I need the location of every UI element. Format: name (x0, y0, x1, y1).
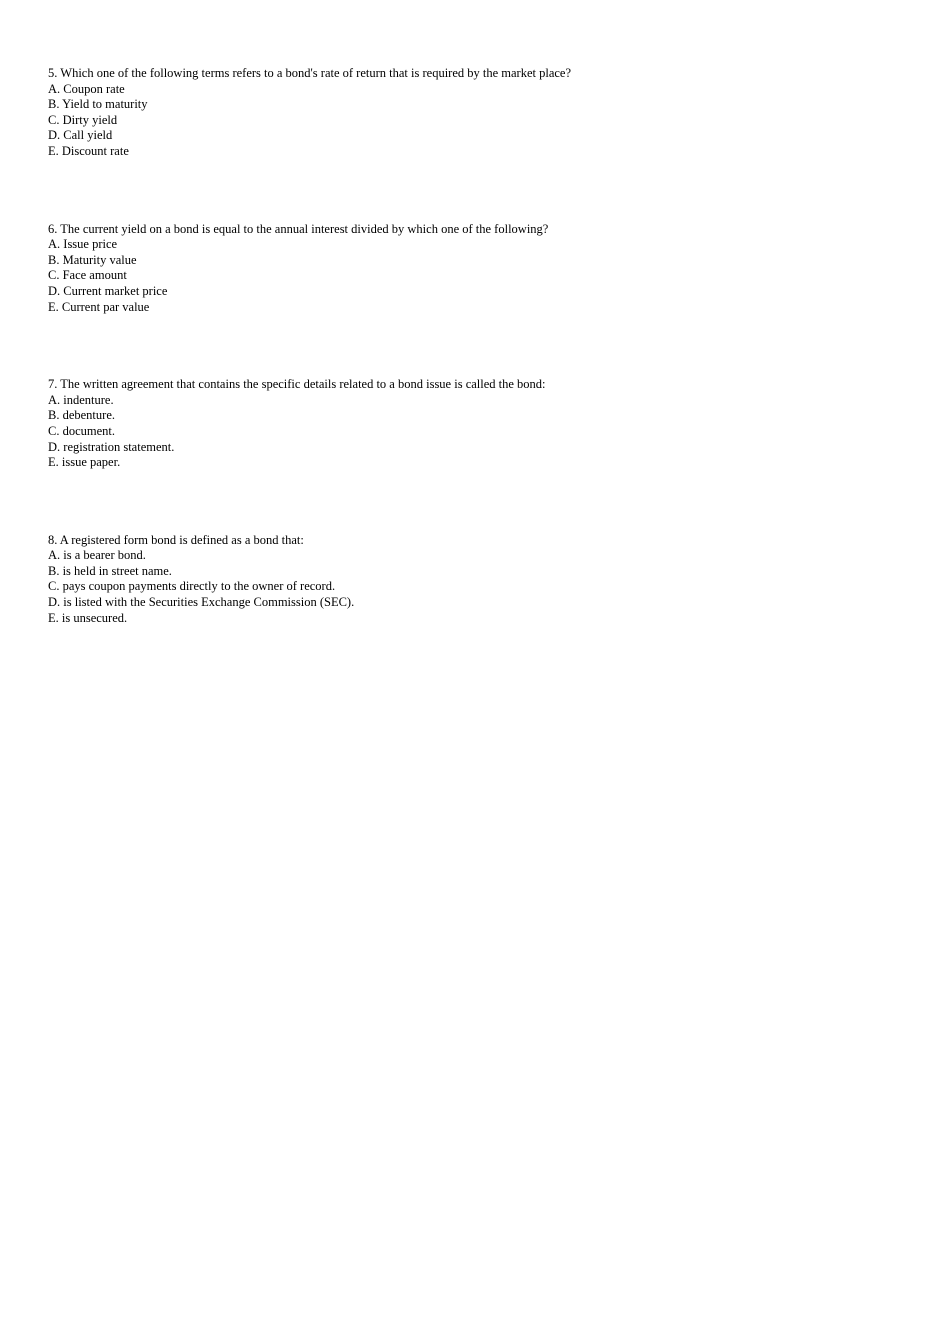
question-7 (48, 377, 908, 471)
answer-option: D. Call yield (48, 128, 113, 143)
answer-option: A. Issue price (48, 237, 118, 252)
answer-option: B. Maturity value (48, 252, 137, 267)
answer-option: C. pays coupon payments directly to the owner of record. (48, 579, 336, 594)
answer-option: E. Discount rate (48, 143, 129, 158)
question-8 (48, 533, 908, 627)
question-stem: 6. The current yield on a bond is equal to the annual interest divided by which one of the following? (48, 221, 549, 236)
question-6 (48, 222, 908, 316)
answer-option: E. Current par value (48, 299, 150, 314)
answer-option: E. is unsecured. (48, 610, 128, 625)
answer-option: C. Dirty yield (48, 112, 118, 127)
answer-option: B. debenture. (48, 408, 115, 423)
answer-option: E. issue paper. (48, 455, 121, 470)
answer-option: A. is a bearer bond. (48, 548, 146, 563)
question-5 (48, 66, 908, 160)
answer-option: D. is listed with the Securities Exchange Commission (SEC). (48, 595, 355, 610)
question-stem: 7. The written agreement that contains the specific details related to a bond issue is called the bond: (48, 377, 546, 392)
answer-option: B. Yield to maturity (48, 97, 148, 112)
answer-option: B. is held in street name. (48, 563, 172, 578)
question-stem: 5. Which one of the following terms refers to a bond's rate of return that is required by the market place? (48, 66, 572, 80)
answer-option: A. indenture. (48, 392, 114, 407)
answer-option: A. Coupon rate (48, 81, 125, 96)
question-stem: 8. A registered form bond is defined as a bond that: (48, 532, 304, 547)
answer-option: D. Current market price (48, 283, 168, 298)
document-page (48, 66, 908, 688)
answer-option: C. Face amount (48, 268, 127, 283)
answer-option: D. registration statement. (48, 439, 175, 454)
answer-option: C. document. (48, 423, 116, 438)
